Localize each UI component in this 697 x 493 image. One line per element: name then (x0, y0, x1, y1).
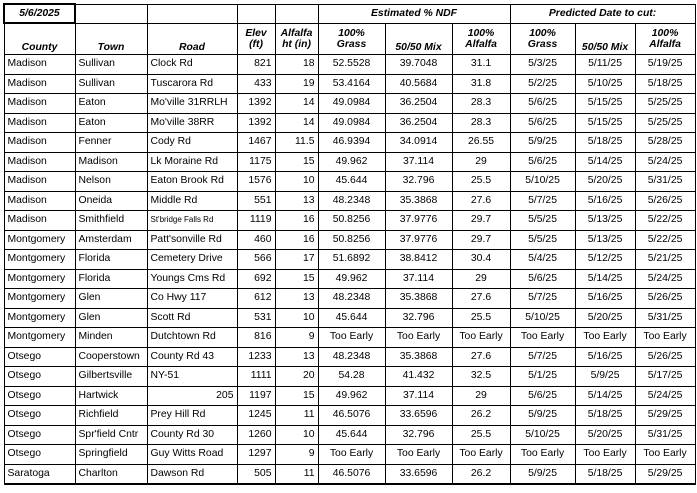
cut-alfalfa-cell: 5/25/25 (635, 94, 695, 114)
cut-grass-cell: Too Early (510, 328, 575, 348)
ndf-mix-cell: 36.2504 (385, 113, 452, 133)
town-cell: Minden (75, 328, 147, 348)
road-cell: St'bridge Falls Rd (147, 211, 237, 231)
town-cell: Eaton (75, 94, 147, 114)
ndf-alfalfa-header: 100% Alfalfa (452, 23, 510, 55)
cut-mix-cell: 5/18/25 (575, 406, 635, 426)
alfalfa-height-cell: 10 (275, 308, 318, 328)
ndf-alfalfa-cell: 28.3 (452, 94, 510, 114)
elevation-cell: 460 (237, 230, 275, 250)
elevation-cell: 692 (237, 269, 275, 289)
cut-alfalfa-cell: Too Early (635, 445, 695, 465)
county-cell: Madison (4, 113, 75, 133)
cut-grass-cell: 5/6/25 (510, 386, 575, 406)
ndf-grass-cell: 49.962 (318, 152, 385, 172)
alfalfa-height-cell: 20 (275, 367, 318, 387)
cut-alfalfa-cell: 5/24/25 (635, 269, 695, 289)
town-cell: Oneida (75, 191, 147, 211)
ndf-alfalfa-cell: Too Early (452, 328, 510, 348)
report-date: 5/6/2025 (4, 4, 75, 23)
cut-grass-cell: 5/5/25 (510, 211, 575, 231)
table-row (4, 230, 695, 250)
town-cell: Springfield (75, 445, 147, 465)
ndf-grass-cell: 48.2348 (318, 289, 385, 309)
elevation-cell: 1297 (237, 445, 275, 465)
elevation-cell: 816 (237, 328, 275, 348)
county-cell: Madison (4, 55, 75, 75)
cut-alfalfa-cell: 5/18/25 (635, 74, 695, 94)
ndf-grass-cell: 49.962 (318, 269, 385, 289)
alfalfa-height-cell: 13 (275, 191, 318, 211)
ndf-mix-cell: 33.6596 (385, 406, 452, 426)
elevation-cell: 551 (237, 191, 275, 211)
ndf-mix-cell: 39.7048 (385, 55, 452, 75)
cut-mix-cell: 5/15/25 (575, 94, 635, 114)
county-cell: Otsego (4, 347, 75, 367)
road-cell: Dawson Rd (147, 464, 237, 484)
cut-alfalfa-cell: 5/21/25 (635, 250, 695, 270)
road-cell: Clock Rd (147, 55, 237, 75)
elevation-cell: 1467 (237, 133, 275, 153)
county-cell: Madison (4, 172, 75, 192)
ndf-alfalfa-cell: 28.3 (452, 113, 510, 133)
county-cell: Montgomery (4, 328, 75, 348)
ndf-mix-cell: 41.432 (385, 367, 452, 387)
cut-mix-header: 50/50 Mix (575, 23, 635, 55)
ndf-alfalfa-cell: 29.7 (452, 211, 510, 231)
cut-grass-cell: 5/10/25 (510, 308, 575, 328)
town-cell: Charlton (75, 464, 147, 484)
elevation-cell: 821 (237, 55, 275, 75)
ndf-alfalfa-cell: 25.5 (452, 425, 510, 445)
ndf-grass-cell: 51.6892 (318, 250, 385, 270)
alfalfa-height-cell: 13 (275, 289, 318, 309)
cut-alfalfa-cell: 5/31/25 (635, 308, 695, 328)
alfalfa-height-cell: 11.5 (275, 133, 318, 153)
road-cell: Mo'ville 31RRLH (147, 94, 237, 114)
county-cell: Madison (4, 211, 75, 231)
ndf-mix-cell: 35.3868 (385, 347, 452, 367)
ndf-mix-cell: 32.796 (385, 425, 452, 445)
cut-grass-cell: 5/3/25 (510, 55, 575, 75)
ndf-alfalfa-cell: 29 (452, 152, 510, 172)
title-row (4, 4, 695, 23)
road-cell: Dutchtown Rd (147, 328, 237, 348)
ndf-alfalfa-cell: 26.2 (452, 464, 510, 484)
ndf-alfalfa-cell: 26.2 (452, 406, 510, 426)
cut-grass-cell: 5/7/25 (510, 289, 575, 309)
cut-alfalfa-cell: 5/26/25 (635, 347, 695, 367)
table-row (4, 367, 695, 387)
cut-grass-cell: 5/5/25 (510, 230, 575, 250)
ndf-mix-cell: 40.5684 (385, 74, 452, 94)
ndf-mix-cell: 37.114 (385, 386, 452, 406)
cut-grass-cell: 5/9/25 (510, 406, 575, 426)
ndf-alfalfa-cell: 27.6 (452, 191, 510, 211)
cut-grass-cell: Too Early (510, 445, 575, 465)
cut-mix-cell: 5/13/25 (575, 211, 635, 231)
cut-mix-cell: 5/14/25 (575, 386, 635, 406)
county-cell: Otsego (4, 406, 75, 426)
table-row (4, 152, 695, 172)
county-header: County (4, 23, 75, 55)
ndf-alfalfa-cell: 25.5 (452, 308, 510, 328)
cut-grass-cell: 5/6/25 (510, 94, 575, 114)
road-cell: Co Hwy 117 (147, 289, 237, 309)
table-row (4, 211, 695, 231)
alfalfa-height-cell: 10 (275, 172, 318, 192)
cut-grass-header: 100% Grass (510, 23, 575, 55)
ndf-mix-cell: 37.114 (385, 269, 452, 289)
cut-alfalfa-cell: 5/22/25 (635, 230, 695, 250)
alfalfa-ndf-table (3, 3, 696, 485)
cut-grass-cell: 5/1/25 (510, 367, 575, 387)
column-header-row (4, 23, 695, 55)
ndf-alfalfa-cell: 27.6 (452, 289, 510, 309)
county-cell: Montgomery (4, 269, 75, 289)
alfalfa-height-cell: 15 (275, 269, 318, 289)
table-row (4, 74, 695, 94)
alfalfa-height-cell: 9 (275, 445, 318, 465)
ndf-alfalfa-cell: 29 (452, 386, 510, 406)
cut-grass-cell: 5/9/25 (510, 464, 575, 484)
elevation-cell: 1233 (237, 347, 275, 367)
road-cell: County Rd 43 (147, 347, 237, 367)
road-cell: Tuscarora Rd (147, 74, 237, 94)
cut-mix-cell: 5/13/25 (575, 230, 635, 250)
table-row (4, 406, 695, 426)
elevation-cell: 1576 (237, 172, 275, 192)
ndf-grass-cell: 49.0984 (318, 94, 385, 114)
ndf-grass-cell: 50.8256 (318, 230, 385, 250)
table-body (4, 55, 695, 485)
alfalfa-height-cell: 14 (275, 94, 318, 114)
road-cell: Scott Rd (147, 308, 237, 328)
town-cell: Fenner (75, 133, 147, 153)
town-cell: Nelson (75, 172, 147, 192)
cut-grass-cell: 5/6/25 (510, 113, 575, 133)
cut-alfalfa-cell: 5/22/25 (635, 211, 695, 231)
cut-alfalfa-cell: 5/19/25 (635, 55, 695, 75)
cut-alfalfa-cell: 5/25/25 (635, 113, 695, 133)
cut-grass-cell: 5/6/25 (510, 269, 575, 289)
cut-mix-cell: 5/20/25 (575, 172, 635, 192)
alfalfa-height-cell: 16 (275, 230, 318, 250)
town-cell: Sullivan (75, 55, 147, 75)
elev-header: Elev (ft) (237, 23, 275, 55)
table-row (4, 55, 695, 75)
ndf-mix-cell: 35.3868 (385, 191, 452, 211)
alfalfa-height-cell: 16 (275, 211, 318, 231)
ndf-grass-cell: Too Early (318, 445, 385, 465)
cut-mix-cell: 5/20/25 (575, 425, 635, 445)
road-cell: Youngs Cms Rd (147, 269, 237, 289)
county-cell: Madison (4, 152, 75, 172)
table-row (4, 172, 695, 192)
ndf-grass-header: 100% Grass (318, 23, 385, 55)
ndf-grass-cell: 54.28 (318, 367, 385, 387)
cut-mix-cell: Too Early (575, 445, 635, 465)
cut-alfalfa-cell: 5/24/25 (635, 152, 695, 172)
table-row (4, 94, 695, 114)
road-cell: Patt'sonville Rd (147, 230, 237, 250)
table-row (4, 328, 695, 348)
road-cell: Middle Rd (147, 191, 237, 211)
town-cell: Madison (75, 152, 147, 172)
cut-mix-cell: 5/11/25 (575, 55, 635, 75)
cut-mix-cell: 5/16/25 (575, 289, 635, 309)
cut-grass-cell: 5/2/25 (510, 74, 575, 94)
ndf-grass-cell: 46.9394 (318, 133, 385, 153)
ndf-grass-cell: 46.5076 (318, 464, 385, 484)
ndf-mix-cell: 37.114 (385, 152, 452, 172)
ndf-alfalfa-cell: 32.5 (452, 367, 510, 387)
ndf-grass-cell: 48.2348 (318, 191, 385, 211)
county-cell: Montgomery (4, 308, 75, 328)
road-cell: Lk Moraine Rd (147, 152, 237, 172)
road-cell: Mo'ville 38RR (147, 113, 237, 133)
ndf-alfalfa-cell: 26.55 (452, 133, 510, 153)
ndf-alfalfa-cell: 31.8 (452, 74, 510, 94)
county-cell: Otsego (4, 425, 75, 445)
ndf-alfalfa-cell: 25.5 (452, 172, 510, 192)
cut-mix-cell: 5/15/25 (575, 113, 635, 133)
county-cell: Montgomery (4, 230, 75, 250)
town-cell: Smithfield (75, 211, 147, 231)
town-cell: Glen (75, 289, 147, 309)
county-cell: Montgomery (4, 289, 75, 309)
elevation-cell: 612 (237, 289, 275, 309)
table-row (4, 250, 695, 270)
town-cell: Spr'field Cntr (75, 425, 147, 445)
elevation-cell: 1111 (237, 367, 275, 387)
ndf-grass-cell: 45.644 (318, 172, 385, 192)
alfalfa-height-cell: 14 (275, 113, 318, 133)
cut-mix-cell: 5/16/25 (575, 347, 635, 367)
cut-alfalfa-cell: 5/26/25 (635, 191, 695, 211)
ndf-mix-cell: 34.0914 (385, 133, 452, 153)
ndf-mix-cell: 33.6596 (385, 464, 452, 484)
table-row (4, 464, 695, 484)
cut-mix-cell: 5/12/25 (575, 250, 635, 270)
cut-alfalfa-cell: 5/31/25 (635, 172, 695, 192)
road-cell: Guy Witts Road (147, 445, 237, 465)
cut-grass-cell: 5/10/25 (510, 172, 575, 192)
ndf-mix-cell: 32.796 (385, 308, 452, 328)
cut-grass-cell: 5/7/25 (510, 191, 575, 211)
cut-mix-cell: Too Early (575, 328, 635, 348)
cut-alfalfa-cell: 5/29/25 (635, 464, 695, 484)
county-cell: Montgomery (4, 250, 75, 270)
town-cell: Eaton (75, 113, 147, 133)
county-cell: Madison (4, 94, 75, 114)
county-cell: Otsego (4, 386, 75, 406)
ndf-alfalfa-cell: 29 (452, 269, 510, 289)
cut-mix-cell: 5/9/25 (575, 367, 635, 387)
elevation-cell: 566 (237, 250, 275, 270)
cut-grass-cell: 5/7/25 (510, 347, 575, 367)
table-row (4, 133, 695, 153)
cut-alfalfa-cell: 5/31/25 (635, 425, 695, 445)
ndf-grass-cell: Too Early (318, 328, 385, 348)
cut-mix-cell: 5/16/25 (575, 191, 635, 211)
table-row (4, 191, 695, 211)
cut-mix-cell: 5/18/25 (575, 464, 635, 484)
ndf-mix-cell: 35.3868 (385, 289, 452, 309)
road-cell: NY-51 (147, 367, 237, 387)
elevation-cell: 505 (237, 464, 275, 484)
ndf-grass-cell: 49.0984 (318, 113, 385, 133)
town-cell: Richfield (75, 406, 147, 426)
table-row (4, 113, 695, 133)
elevation-cell: 1260 (237, 425, 275, 445)
road-cell: 205 (147, 386, 237, 406)
town-cell: Amsterdam (75, 230, 147, 250)
county-cell: Otsego (4, 367, 75, 387)
cut-mix-cell: 5/10/25 (575, 74, 635, 94)
cut-mix-cell: 5/14/25 (575, 152, 635, 172)
ndf-mix-header: 50/50 Mix (385, 23, 452, 55)
ndf-alfalfa-cell: 27.6 (452, 347, 510, 367)
town-cell: Sullivan (75, 74, 147, 94)
road-cell: Cody Rd (147, 133, 237, 153)
ndf-grass-cell: 50.8256 (318, 211, 385, 231)
ndf-alfalfa-cell: 30.4 (452, 250, 510, 270)
ndf-grass-cell: 45.644 (318, 308, 385, 328)
ndf-grass-cell: 53.4164 (318, 74, 385, 94)
road-cell: Eaton Brook Rd (147, 172, 237, 192)
alfalfa-height-cell: 15 (275, 152, 318, 172)
elevation-cell: 1392 (237, 113, 275, 133)
cut-mix-cell: 5/20/25 (575, 308, 635, 328)
ndf-mix-cell: 36.2504 (385, 94, 452, 114)
elevation-cell: 1119 (237, 211, 275, 231)
alfalfa-height-header: Alfalfa ht (in) (275, 23, 318, 55)
cut-alfalfa-cell: Too Early (635, 328, 695, 348)
cut-alfalfa-cell: 5/17/25 (635, 367, 695, 387)
county-cell: Madison (4, 191, 75, 211)
table-row (4, 308, 695, 328)
alfalfa-height-cell: 10 (275, 425, 318, 445)
cut-mix-cell: 5/18/25 (575, 133, 635, 153)
road-cell: County Rd 30 (147, 425, 237, 445)
town-header: Town (75, 23, 147, 55)
alfalfa-height-cell: 11 (275, 464, 318, 484)
cut-grass-cell: 5/10/25 (510, 425, 575, 445)
county-cell: Madison (4, 133, 75, 153)
ndf-mix-cell: Too Early (385, 445, 452, 465)
road-cell: Cemetery Drive (147, 250, 237, 270)
ndf-mix-cell: 32.796 (385, 172, 452, 192)
cut-alfalfa-header: 100% Alfalfa (635, 23, 695, 55)
alfalfa-height-cell: 18 (275, 55, 318, 75)
alfalfa-height-cell: 11 (275, 406, 318, 426)
town-cell: Glen (75, 308, 147, 328)
elevation-cell: 433 (237, 74, 275, 94)
ndf-mix-cell: 37.9776 (385, 230, 452, 250)
ndf-grass-cell: 48.2348 (318, 347, 385, 367)
town-cell: Florida (75, 269, 147, 289)
alfalfa-height-cell: 15 (275, 386, 318, 406)
ndf-grass-cell: 45.644 (318, 425, 385, 445)
cut-alfalfa-cell: 5/28/25 (635, 133, 695, 153)
alfalfa-height-cell: 19 (275, 74, 318, 94)
cut-grass-cell: 5/4/25 (510, 250, 575, 270)
cut-alfalfa-cell: 5/26/25 (635, 289, 695, 309)
alfalfa-height-cell: 9 (275, 328, 318, 348)
estimated-ndf-group-header: Estimated % NDF (318, 4, 510, 23)
ndf-mix-cell: Too Early (385, 328, 452, 348)
ndf-alfalfa-cell: 31.1 (452, 55, 510, 75)
elevation-cell: 1392 (237, 94, 275, 114)
cut-mix-cell: 5/14/25 (575, 269, 635, 289)
elevation-cell: 1245 (237, 406, 275, 426)
cut-alfalfa-cell: 5/29/25 (635, 406, 695, 426)
town-cell: Gilbertsville (75, 367, 147, 387)
town-cell: Florida (75, 250, 147, 270)
cut-grass-cell: 5/9/25 (510, 133, 575, 153)
ndf-grass-cell: 49.962 (318, 386, 385, 406)
table-row (4, 269, 695, 289)
alfalfa-height-cell: 17 (275, 250, 318, 270)
table-row (4, 347, 695, 367)
county-cell: Otsego (4, 445, 75, 465)
road-cell: Prey Hill Rd (147, 406, 237, 426)
ndf-mix-cell: 37.9776 (385, 211, 452, 231)
predicted-cut-date-group-header: Predicted Date to cut: (510, 4, 695, 23)
ndf-mix-cell: 38.8412 (385, 250, 452, 270)
elevation-cell: 531 (237, 308, 275, 328)
alfalfa-height-cell: 13 (275, 347, 318, 367)
town-cell: Hartwick (75, 386, 147, 406)
ndf-alfalfa-cell: 29.7 (452, 230, 510, 250)
ndf-grass-cell: 52.5528 (318, 55, 385, 75)
county-cell: Saratoga (4, 464, 75, 484)
cut-alfalfa-cell: 5/24/25 (635, 386, 695, 406)
ndf-alfalfa-cell: Too Early (452, 445, 510, 465)
elevation-cell: 1197 (237, 386, 275, 406)
road-header: Road (147, 23, 237, 55)
table-row (4, 386, 695, 406)
county-cell: Madison (4, 74, 75, 94)
elevation-cell: 1175 (237, 152, 275, 172)
cut-grass-cell: 5/6/25 (510, 152, 575, 172)
table-row (4, 425, 695, 445)
ndf-grass-cell: 46.5076 (318, 406, 385, 426)
table-row (4, 445, 695, 465)
table-row (4, 289, 695, 309)
town-cell: Cooperstown (75, 347, 147, 367)
